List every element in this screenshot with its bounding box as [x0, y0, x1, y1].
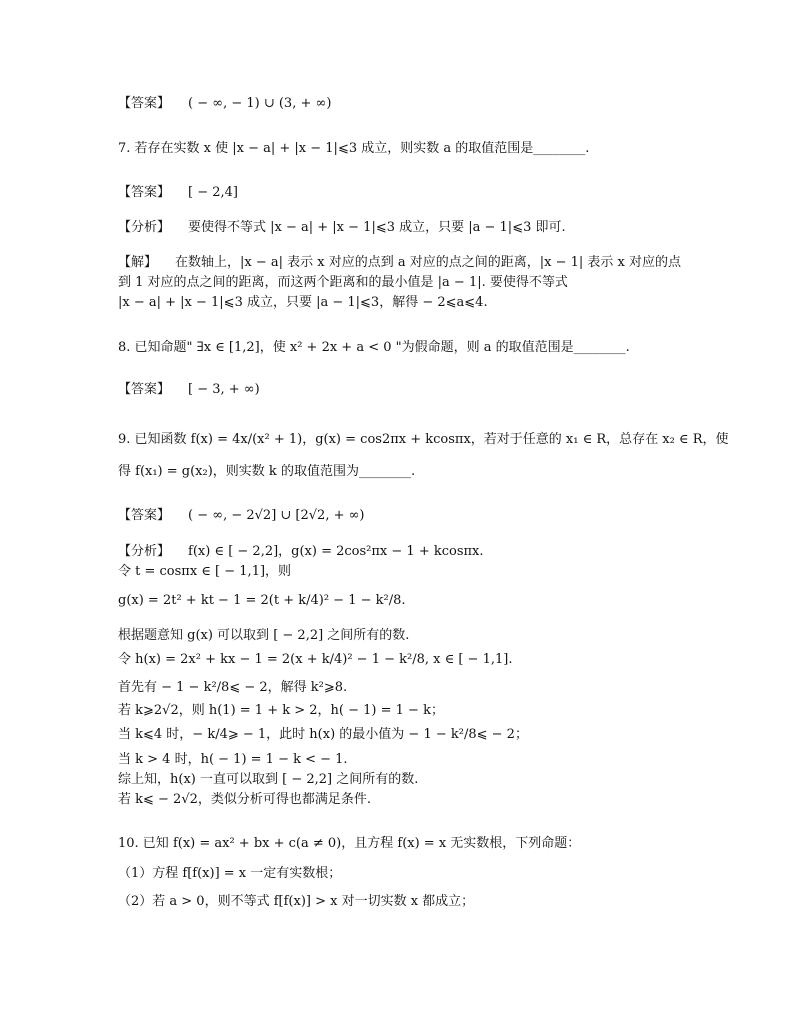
section-label: 【分析】: [118, 544, 171, 559]
text-line-ans6: [118, 95, 331, 113]
section-label: 【解】: [118, 255, 158, 270]
section-label: 【答案】: [118, 508, 171, 523]
line-text: 到 1 对应的点之间的距离，而这两个距离和的最小值是 |a − 1|. 要使得不等式: [118, 275, 568, 290]
section-label: 【答案】: [118, 96, 171, 111]
line-text: 当 k⩽4 时，− k/4⩾ − 1，此时 h(x) 的最小值为 − 1 − k²/8⩽ − 2；: [118, 727, 528, 742]
section-label: 【分析】: [118, 220, 171, 235]
line-text: 8. 已知命题" ∃x ∈ [1,2]，使 x² + 2x + a < 0 "为假命题，则 a 的取值范围是________.: [118, 340, 630, 355]
text-line-q10a: [118, 865, 341, 883]
line-text: [ − 3, + ∞): [188, 382, 260, 397]
line-text: （1）方程 f[f(x)] = x 一定有实数根；: [118, 866, 342, 881]
text-line-s9c: [118, 627, 409, 645]
text-line-s9d: [118, 651, 512, 669]
line-text: 当 k > 4 时，h( − 1) = 1 − k < − 1.: [118, 752, 348, 767]
line-text: 综上知，h(x) 一直可以取到 [ − 2,2] 之间所有的数.: [118, 772, 419, 787]
line-text: 10. 已知 f(x) = ax² + bx + c(a ≠ 0)，且方程 f(x) = x 无实数根，下列命题：: [118, 836, 581, 851]
line-text: 令 h(x) = 2x² + kx − 1 = 2(x + k/4)² − 1 − k²/8, x ∈ [ − 1,1].: [118, 652, 513, 667]
line-text: 9. 已知函数 f(x) = 4x/(x² + 1)，g(x) = cos2πx + kcosπx，若对于任意的 x₁ ∈ R，总存在 x₂ ∈ R，使: [118, 432, 729, 447]
line-text: ( − ∞, − 1) ∪ (3, + ∞): [188, 96, 332, 111]
line-text: 在数轴上，|x − a| 表示 x 对应的点到 a 对应的点之间的距离，|x − 1| 表示 x 对应的点: [175, 255, 682, 270]
text-line-s9h: [118, 751, 348, 769]
section-label: 【答案】: [118, 382, 171, 397]
line-text: 若 k⩾2√2，则 h(1) = 1 + k > 2，h( − 1) = 1 − k；: [118, 703, 444, 718]
text-line-ans7: [118, 184, 238, 202]
section-label: 【答案】: [118, 185, 171, 200]
text-line-ans8: [118, 381, 260, 399]
line-text: （2）若 a > 0，则不等式 f[f(x)] > x 对一切实数 x 都成立；: [118, 894, 475, 909]
text-line-s9a: [118, 563, 291, 581]
text-line-an7: [118, 219, 566, 237]
text-line-s9e: [118, 679, 347, 697]
text-line-q10b: [118, 893, 474, 911]
text-line-s9f: [118, 702, 444, 720]
line-text: 令 t = cosπx ∈ [ − 1,1]，则: [118, 564, 292, 579]
text-line-q7: [118, 140, 589, 158]
text-line-s9i: [118, 771, 418, 789]
text-line-q9a: [118, 431, 728, 449]
text-line-an9: [118, 543, 484, 561]
line-text: 若 k⩽ − 2√2，类似分析可得也都满足条件.: [118, 792, 372, 807]
text-line-ans9: [118, 507, 365, 525]
text-line-s9j: [118, 791, 371, 809]
text-line-sol7b: [118, 274, 568, 292]
text-line-q9b: [118, 463, 415, 481]
line-text: g(x) = 2t² + kt − 1 = 2(t + k/4)² − 1 − k²/8.: [118, 593, 406, 608]
text-line-sol7a: [118, 254, 681, 272]
line-text: [ − 2,4]: [188, 185, 238, 200]
line-text: |x − a| + |x − 1|⩽3 成立，只要 |a − 1|⩽3，解得 − 2⩽a⩽4.: [118, 295, 488, 310]
line-text: f(x) ∈ [ − 2,2]，g(x) = 2cos²πx − 1 + kcosπx.: [188, 544, 484, 559]
line-text: 要使得不等式 |x − a| + |x − 1|⩽3 成立，只要 |a − 1|⩽3 即可.: [188, 220, 566, 235]
text-line-s9g: [118, 726, 528, 744]
line-text: 7. 若存在实数 x 使 |x − a| + |x − 1|⩽3 成立，则实数 a 的取值范围是________.: [118, 141, 590, 156]
line-text: 得 f(x₁) = g(x₂)，则实数 k 的取值范围为________.: [118, 464, 416, 479]
line-text: ( − ∞, − 2√2] ∪ [2√2, + ∞): [188, 508, 365, 523]
text-line-q8: [118, 339, 630, 357]
text-line-s9b: [118, 592, 406, 610]
text-line-sol7c: [118, 294, 488, 312]
text-line-q10: [118, 835, 580, 853]
line-text: 首先有 − 1 − k²/8⩽ − 2，解得 k²⩾8.: [118, 680, 348, 695]
line-text: 根据题意知 g(x) 可以取到 [ − 2,2] 之间所有的数.: [118, 628, 410, 643]
